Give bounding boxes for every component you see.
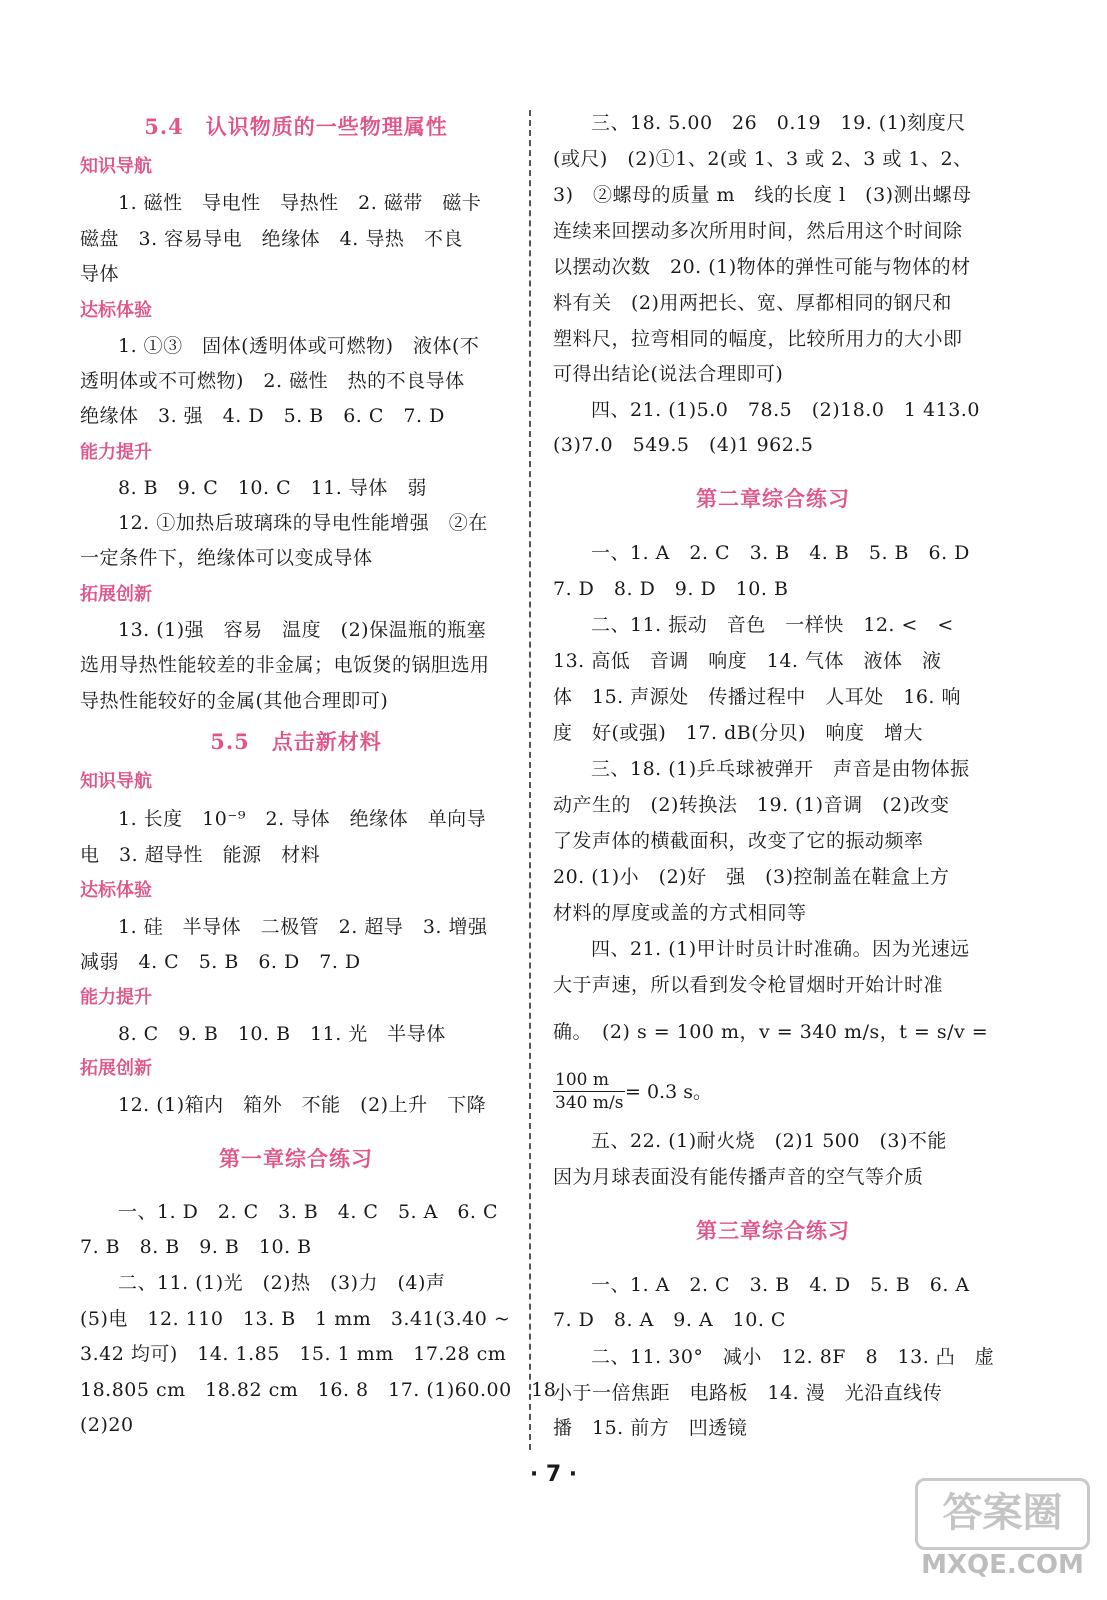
answer-line: 18.805 cm 18.82 cm 16. 8 17. (1)60.00 18 <box>80 1379 557 1401</box>
answer-line: 二、11. 30° 减小 12. 8F 8 13. 凸 虚 <box>591 1346 995 1368</box>
answer-line: 一、1. A 2. C 3. B 4. B 5. B 6. D <box>591 542 970 564</box>
answer-line: 3.42 均可) 14. 1.85 15. 1 mm 17.28 cm <box>80 1343 507 1365</box>
answer-line: 1. 磁性 导电性 导热性 2. 磁带 磁卡 <box>118 192 482 214</box>
answer-line: 一、1. A 2. C 3. B 4. D 5. B 6. A <box>591 1274 970 1296</box>
page-number: · 7 · <box>529 1462 578 1487</box>
heading-standard-test: 达标体验 <box>80 880 152 901</box>
section-title-5-5: 5.5 点击新材料 <box>210 729 382 754</box>
formula-fraction <box>553 1069 625 1114</box>
answer-line: 材料的厚度或盖的方式相同等 <box>553 902 807 924</box>
chapter-3-title: 第三章综合练习 <box>696 1218 850 1243</box>
answer-line: 以摆动次数 20. (1)物体的弹性可能与物体的材 <box>553 256 971 278</box>
answer-line: 3) ②螺母的质量 m 线的长度 l (3)测出螺母 <box>553 184 972 206</box>
answer-line: 13. 高低 音调 响度 14. 气体 液体 液 <box>553 650 942 672</box>
answer-line: 了发声体的横截面积，改变了它的振动频率 <box>553 830 924 852</box>
answer-line: 四、21. (1)5.0 78.5 (2)18.0 1 413.0 <box>591 399 980 421</box>
watermark-url: MXQE.COM <box>921 1550 1084 1580</box>
answer-line: 四、21. (1)甲计时员计时准确。因为光速远 <box>591 938 970 960</box>
answer-line: 透明体或不可燃物) 2. 磁性 热的不良导体 <box>80 370 465 392</box>
answer-line: 度 好(或强) 17. dB(分贝) 响度 增大 <box>553 722 924 744</box>
answer-line: 连续来回摆动多次所用时间，然后用这个时间除 <box>553 220 963 242</box>
answer-line: 绝缘体 3. 强 4. D 5. B 6. C 7. D <box>80 405 445 427</box>
formula-result: = 0.3 s。 <box>625 1081 712 1103</box>
answer-line: (3)7.0 549.5 (4)1 962.5 <box>553 434 814 456</box>
answer-line: 8. B 9. C 10. C 11. 导体 弱 <box>118 477 427 499</box>
heading-extension: 拓展创新 <box>80 1058 152 1079</box>
answer-line: 料有关 (2)用两把长、宽、厚都相同的钢尺和 <box>553 292 952 314</box>
answer-line: 动产生的 (2)转换法 19. (1)音调 (2)改变 <box>553 794 950 816</box>
answer-line: 大于声速，所以看到发令枪冒烟时开始计时准 <box>553 974 944 996</box>
answer-line: 小于一倍焦距 电路板 14. 漫 光沿直线传 <box>553 1382 943 1404</box>
answer-line: 7. D 8. A 9. A 10. C <box>553 1309 786 1331</box>
answer-line: 三、18. 5.00 26 0.19 19. (1)刻度尺 <box>591 112 966 134</box>
answer-line: 一、1. D 2. C 3. B 4. C 5. A 6. C <box>118 1201 499 1223</box>
answer-line: 导热性能较好的金属(其他合理即可) <box>80 690 389 712</box>
column-divider <box>529 110 531 1450</box>
fraction-numerator: 100 m <box>553 1069 625 1092</box>
heading-standard-test: 达标体验 <box>80 300 152 321</box>
heading-extension: 拓展创新 <box>80 584 152 605</box>
chapter-2-title: 第二章综合练习 <box>696 486 850 511</box>
answer-line: 12. (1)箱内 箱外 不能 (2)上升 下降 <box>118 1094 487 1116</box>
answer-line: 选用导热性能较差的非金属；电饭煲的锅胆选用 <box>80 654 490 676</box>
answer-line: (5)电 12. 110 13. B 1 mm 3.41(3.40 ~ <box>80 1308 511 1330</box>
answer-line: 磁盘 3. 容易导电 绝缘体 4. 导热 不良 <box>80 228 463 250</box>
answer-line: 五、22. (1)耐火烧 (2)1 500 (3)不能 <box>591 1130 947 1152</box>
answer-line: 8. C 9. B 10. B 11. 光 半导体 <box>118 1023 446 1045</box>
heading-knowledge-nav: 知识导航 <box>80 156 152 177</box>
answer-line: 三、18. (1)乒乓球被弹开 声音是由物体振 <box>591 758 970 780</box>
answer-line: 确。 (2) s = 100 m，v = 340 m/s，t = s/v = <box>553 1021 989 1043</box>
heading-ability: 能力提升 <box>80 442 152 463</box>
chapter-1-title: 第一章综合练习 <box>219 1146 373 1171</box>
fraction-denominator: 340 m/s <box>555 1093 624 1113</box>
answer-line: 1. 长度 10⁻⁹ 2. 导体 绝缘体 单向导 <box>118 808 487 830</box>
answer-line: 20. (1)小 (2)好 强 (3)控制盖在鞋盒上方 <box>553 866 950 888</box>
answer-line: 播 15. 前方 凹透镜 <box>553 1417 748 1439</box>
answer-line: 1. ①③ 固体(透明体或可燃物) 液体(不 <box>118 335 480 357</box>
answer-line: 塑料尺，拉弯相同的幅度，比较所用力的大小即 <box>553 328 963 350</box>
answer-line: 二、11. (1)光 (2)热 (3)力 (4)声 <box>118 1272 446 1294</box>
answer-line: 可得出结论(说法合理即可) <box>553 363 784 385</box>
section-title-5-4: 5.4 认识物质的一些物理属性 <box>144 114 448 139</box>
answer-line: 因为月球表面没有能传播声音的空气等介质 <box>553 1166 924 1188</box>
watermark-logo: 答案圈 <box>915 1478 1090 1550</box>
answer-line: 13. (1)强 容易 温度 (2)保温瓶的瓶塞 <box>118 619 487 641</box>
answer-line: 导体 <box>80 263 120 285</box>
answer-line: 7. D 8. D 9. D 10. B <box>553 578 789 600</box>
answer-line: 7. B 8. B 9. B 10. B <box>80 1236 312 1258</box>
heading-knowledge-nav: 知识导航 <box>80 771 152 792</box>
answer-line: 1. 硅 半导体 二极管 2. 超导 3. 增强 <box>118 916 488 938</box>
answer-line: 二、11. 振动 音色 一样快 12. < < <box>591 614 954 636</box>
answer-line: 体 15. 声源处 传播过程中 人耳处 16. 响 <box>553 686 962 708</box>
answer-line: 减弱 4. C 5. B 6. D 7. D <box>80 951 361 973</box>
answer-line: 12. ①加热后玻璃珠的导电性能增强 ②在 <box>118 512 488 534</box>
heading-ability: 能力提升 <box>80 987 152 1008</box>
answer-line: (或尺) (2)①1、2(或 1、3 或 2、3 或 1、2、 <box>553 148 973 170</box>
answer-line: 一定条件下，绝缘体可以变成导体 <box>80 547 373 569</box>
answer-line: 电 3. 超导性 能源 材料 <box>80 844 321 866</box>
answer-line: (2)20 <box>80 1414 134 1436</box>
